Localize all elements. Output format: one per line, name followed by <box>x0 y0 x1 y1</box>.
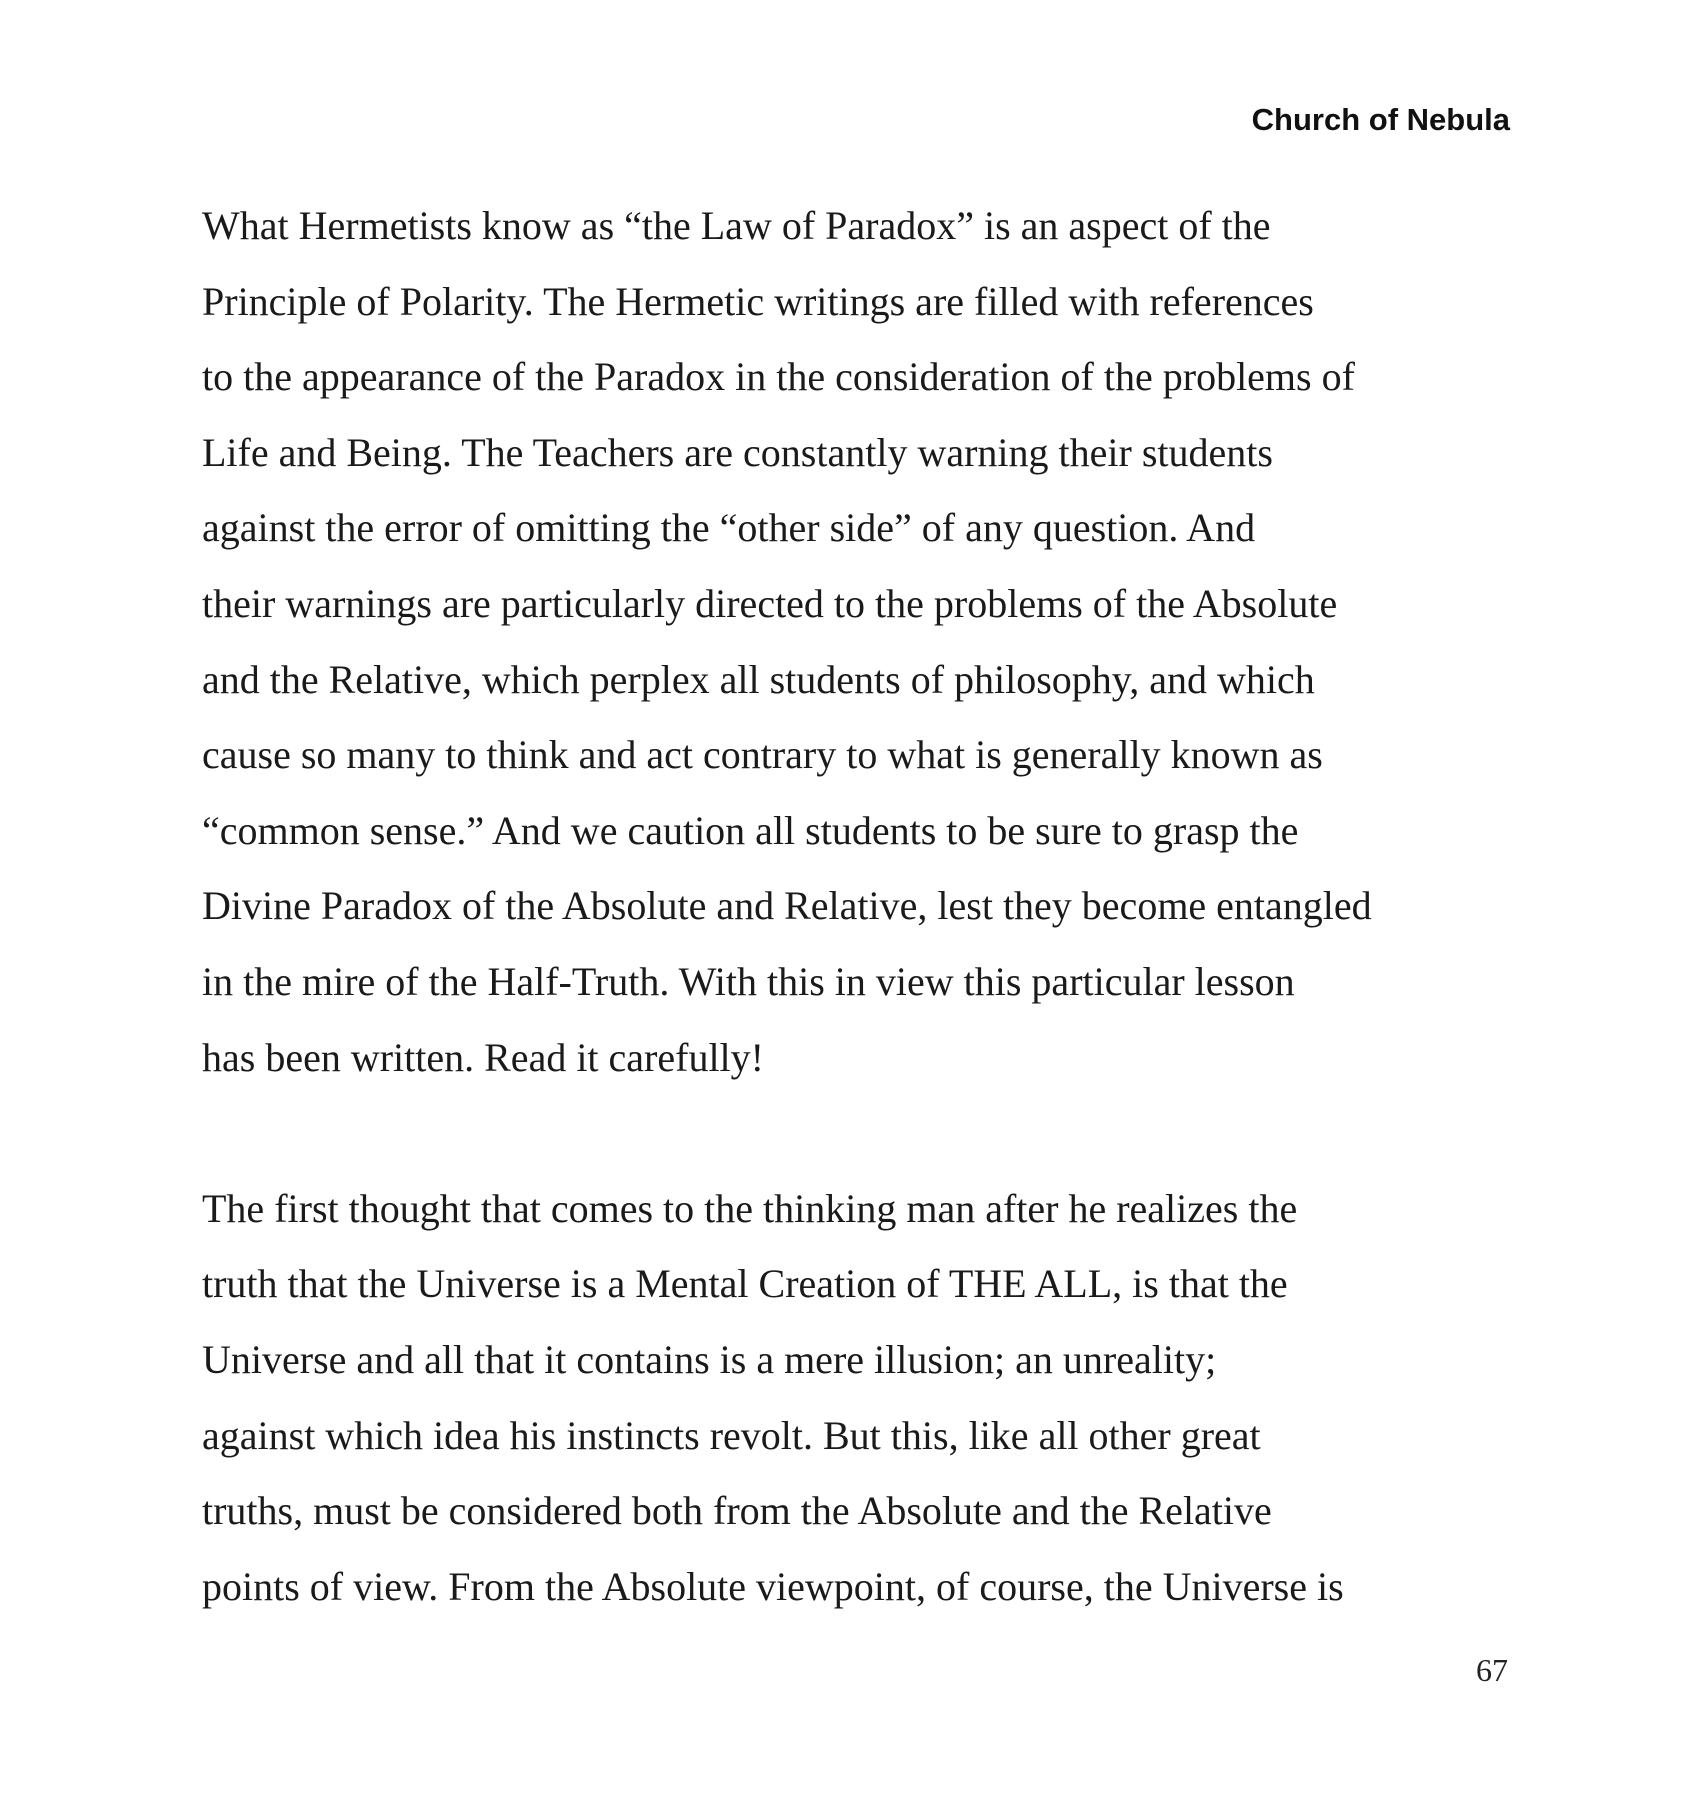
page-number: 67 <box>1476 1652 1508 1688</box>
text-line: has been written. Read it carefully! <box>202 1034 764 1080</box>
running-header: Church of Nebula <box>1251 102 1510 137</box>
paragraph-2 <box>202 1171 1502 1625</box>
text-line: against the error of omitting the “other side” of any question. And <box>202 505 1256 551</box>
text-line: to the appearance of the Paradox in the consideration of the problems of <box>202 354 1355 400</box>
text-line: in the mire of the Half-Truth. With this in view this particular lesson <box>202 958 1295 1004</box>
text-line: against which idea his instincts revolt. But this, like all other great <box>202 1412 1261 1458</box>
paragraph-1 <box>202 188 1502 1095</box>
text-line: cause so many to think and act contrary to what is generally known as <box>202 732 1323 778</box>
text-line: Universe and all that it contains is a mere illusion; an unreality; <box>202 1336 1217 1382</box>
body-text <box>202 188 1502 1624</box>
text-line: truths, must be considered both from the Absolute and the Relative <box>202 1488 1272 1534</box>
text-line: The first thought that comes to the thinking man after he realizes the <box>202 1185 1298 1231</box>
text-line: “common sense.” And we caution all students to be sure to grasp the <box>202 807 1299 853</box>
text-line: Principle of Polarity. The Hermetic writings are filled with references <box>202 278 1314 324</box>
text-line: Divine Paradox of the Absolute and Relative, lest they become entangled <box>202 883 1372 929</box>
text-line: Life and Being. The Teachers are constantly warning their students <box>202 429 1273 475</box>
text-line: their warnings are particularly directed to the problems of the Absolute <box>202 580 1338 626</box>
text-line: and the Relative, which perplex all students of philosophy, and which <box>202 656 1315 702</box>
text-line: truth that the Universe is a Mental Creation of THE ALL, is that the <box>202 1261 1288 1307</box>
text-line: points of view. From the Absolute viewpoint, of course, the Universe is <box>202 1563 1344 1609</box>
text-line: What Hermetists know as “the Law of Paradox” is an aspect of the <box>202 203 1271 248</box>
